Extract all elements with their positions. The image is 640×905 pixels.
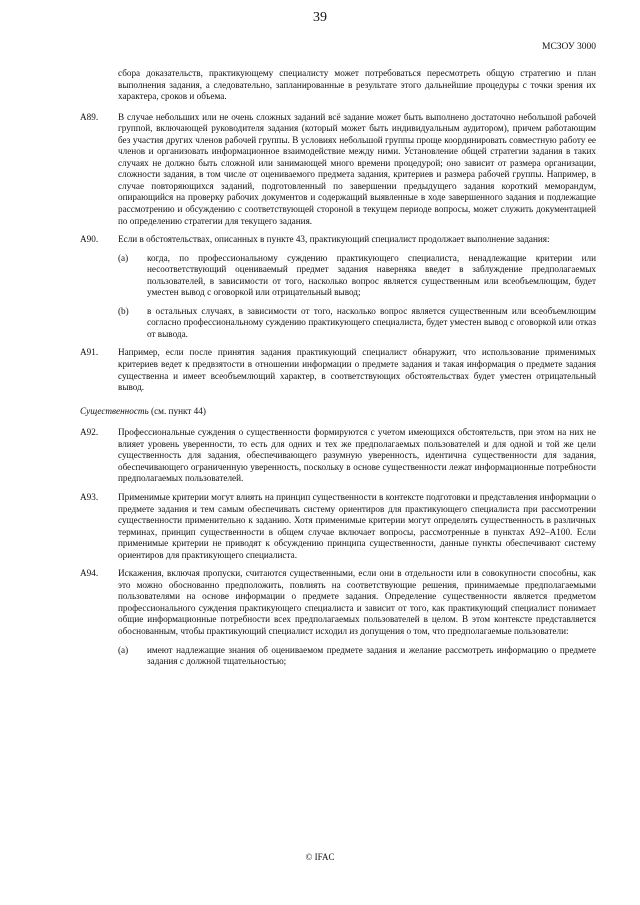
section-heading-materiality [80,406,596,418]
paragraph-number: A94. [80,568,99,579]
paragraph-a90 [80,234,596,246]
paragraph-text: В случае небольших или не очень сложных заданий всё задание может быть выполнено достаточно небольшой рабочей группой, включающей руководителя задания (который может быть индивидуальным аудитором), причем работающим без участия других членов рабочей группы. В условиях небольшой группы проще координировать совместную работу ее членов и организовать информационное взаимодействие между ними. Установление общей стратегии задания в таких случаях не должно быть сложной или занимающей много времени процедурой; оно зависит от размера организации, сложности задания, в том числе от оцениваемого предмета задания, критериев и размера рабочей группы. Например, в случае повторяющихся заданий, подготовленный по завершении предыдущего задания короткий меморандум, опирающийся на проверку рабочих документов и содержащий выявленные в ходе завершенного задания и подлежащие рассмотрению и обсуждению с соответствующей стороной в текущем периоде вопросы, может служить документацией по определению стратегии для текущего задания. [118,111,596,226]
list-item-a90-b [118,306,596,341]
list-item-a94-a [118,645,596,668]
footer-copyright: © IFAC [305,852,335,862]
paragraph-text: Если в обстоятельствах, описанных в пункте 43, практикующий специалист продолжает выполнение задания: [118,234,550,245]
paragraph-number: A90. [80,234,99,245]
standard-code: МСЗОУ 3000 [542,42,596,52]
paragraph-a92 [80,427,596,485]
paragraph-a93 [80,491,596,561]
list-item-label: (a) [118,252,129,263]
paragraph-number: A91. [80,347,99,358]
paragraph-a89 [80,111,596,227]
section-heading-title: Существенность [80,405,149,416]
page-number: 39 [313,10,327,25]
list-item-text: в остальных случаях, в зависимости от того, насколько вопрос является существенным или всеобъемлющим согласно профессиональному суждению практикующего специалиста, будет уместен вывод с оговоркой или отказ от вывода. [147,305,596,339]
list-item-label: (a) [118,644,129,655]
paragraph-number: A93. [80,491,99,502]
paragraph-text: Применимые критерии могут влиять на принцип существенности в контексте подготовки и представления информации о предмете задания и тем самым обеспечивать систему ориентиров для практикующего специалиста при рассмотрении существенности применительно к заданию. Хотя применимые критерии могут определять существенность в различных терминах, принцип существенности в общем случае включает вопросы, рассмотренные в пунктах A92–A100. Если применимые критерии не приводят к обсуждению принципа существенности, данные пункты обеспечивают систему ориентиров для практикующего специалиста. [118,491,596,560]
continuation-text: сбора доказательств, практикующему специалисту может потребоваться пересмотреть общую стратегию и план выполнения задания, а следовательно, запланированные в результате этого дальнейшие процедуры с точки зрения их характера, сроков и объема. [118,68,596,102]
section-heading-reference: (см. пункт 44) [148,405,206,416]
list-item-text: имеют надлежащие знания об оцениваемом предмете задания и желание рассмотреть информацию о предмете задания с должной тщательностью; [147,644,596,667]
list-item-a90-a [118,253,596,299]
paragraph-text: Профессиональные суждения о существенности формируются с учетом имеющихся обстоятельств, при этом на них не влияет уровень уверенности, то есть для одних и тех же предполагаемых пользователей и для одной и той же цели существенность для задания, обеспечивающего разумную уверенность, идентична существенности для задания, обеспечивающего ограниченную уверенность, поскольку в основе существенности лежат информационные потребности предполагаемых пользователей. [118,427,596,484]
paragraph-number: A89. [80,111,99,122]
list-item-text: когда, по профессиональному суждению практикующего специалиста, ненадлежащие критерии или несоответствующий оцениваемый предмет задания наверняка введет в заблуждение предполагаемых пользователей, в зависимости от того, насколько вопрос является существенным или всеобъемлющим, будет уместен вывод с оговоркой или отрицательный вывод; [147,252,596,298]
paragraph-a94 [80,568,596,637]
paragraph-a91 [80,347,596,393]
page-body [80,68,596,675]
paragraph-number: A92. [80,427,99,438]
paragraph-text: Например, если после принятия задания практикующий специалист обнаружит, что использование применимых критериев ведет к предвзятости в отношении информации о предмете задания и такая информация о предмете задания существенна и имеет всеобъемлющий характер, в соответствующих обстоятельствах будет уместен отрицательный вывод. [118,347,596,393]
list-item-label: (b) [118,305,129,316]
paragraph-text: Искажения, включая пропуски, считаются существенными, если они в отдельности или в совокупности способны, как это можно обоснованно предположить, повлиять на соответствующие решения, принимаемые предполагаемыми пользователями на основе информации о предмете задания. Определение существенности является предметом профессионального суждения практикующего специалиста и зависит от того, как практикующий специалист понимает общие информационные потребности всех предполагаемых пользователей в целом. В этом контексте представляется обоснованным, чтобы практикующий специалист исходил из допущения о том, что предполагаемые пользователи: [118,568,596,636]
